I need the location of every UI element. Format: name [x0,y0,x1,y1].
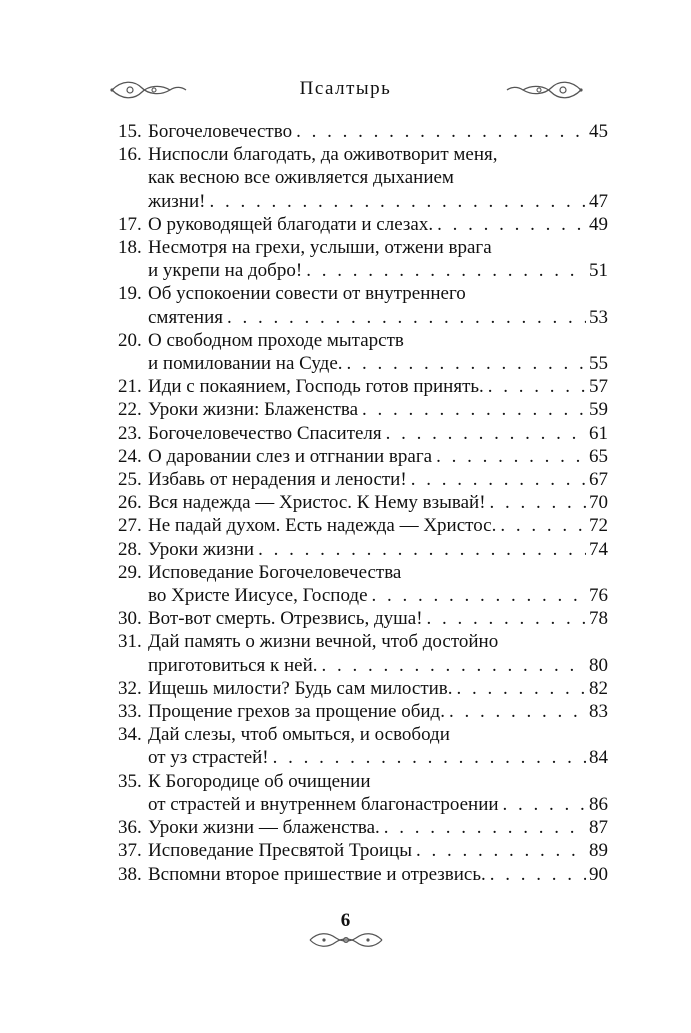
entry-last-line [148,491,608,514]
entry-number: 24. [118,445,142,467]
entry-title-line: смятения [148,306,224,328]
entry-body [148,329,608,375]
entry-title-line: Уроки жизни [148,538,255,560]
entry-page-number: 80 [589,654,608,676]
entry-number: 20. [118,329,142,351]
entry-page-number: 82 [589,677,608,699]
entry-body [148,514,608,537]
entry-last-line [148,538,608,561]
entry-page-number: 59 [589,399,608,421]
entry-last-line [148,839,608,862]
entry-number: 35. [118,770,142,792]
entry-title-line: приготовиться к ней. [148,654,318,676]
toc-entry [118,236,608,282]
entry-title-line: Исповедание Пресвятой Троицы [148,840,412,862]
entry-page-number: 57 [589,376,608,398]
entry-body [148,863,608,886]
entry-last-line [148,607,608,630]
entry-title-line: Исповедание Богочеловечества [148,561,402,583]
table-of-contents [118,120,608,886]
entry-last-line [148,514,608,537]
entry-number: 37. [118,840,142,862]
entry-last-line [148,746,608,769]
entry-title-line: Иди с покаянием, Господь готов принять. [148,376,484,398]
toc-entry [118,538,608,561]
entry-last-line [148,863,608,886]
entry-page-number: 74 [589,538,608,560]
toc-entry [118,143,608,213]
dot-leader [382,422,586,445]
entry-title-line: Прощение грехов за прощение обид. [148,701,445,723]
entry-number: 27. [118,515,142,537]
entry-page-number: 65 [589,445,608,467]
entry-title-line: Несмотря на грехи, услыши, отжени врага [148,237,492,259]
entry-last-line [148,190,608,213]
entry-body [148,398,608,421]
toc-entry [118,677,608,700]
dot-leader [380,816,586,839]
entry-body [148,630,608,676]
entry-body [148,839,608,862]
entry-title-line: от страстей и внутреннем благонастроении [148,793,499,815]
entry-title-line: Об успокоении совести от внутреннего [148,283,466,305]
entry-number: 31. [118,631,142,653]
entry-last-line [148,375,608,398]
entry-number: 36. [118,817,142,839]
entry-body [148,375,608,398]
entry-last-line [148,468,608,491]
entry-number: 25. [118,469,142,491]
entry-last-line [148,816,608,839]
entry-body [148,816,608,839]
entry-title-line: Уроки жизни: Блаженства [148,399,359,421]
toc-entry [118,213,608,236]
dot-leader [432,445,586,468]
dot-leader [358,398,586,421]
entry-body [148,236,608,282]
dot-leader [368,584,586,607]
entry-title-line: Не падай духом. Есть надежда — Христос. [148,515,497,537]
dot-leader [412,839,586,862]
entry-page-number: 61 [589,422,608,444]
dot-leader [486,863,586,886]
toc-entry [118,700,608,723]
entry-body [148,143,608,213]
entry-page-number: 45 [589,121,608,142]
toc-entry [118,468,608,491]
entry-number: 22. [118,399,142,421]
entry-number: 21. [118,376,142,398]
entry-last-line [148,352,608,375]
dot-leader [223,306,586,329]
toc-entry [118,422,608,445]
entry-number: 32. [118,677,142,699]
entry-body [148,538,608,561]
entry-page-number: 72 [589,515,608,537]
entry-title-line: как весною все оживляется дыханием [148,167,454,189]
entry-title-line: и помиловании на Суде. [148,353,343,375]
entry-page-number: 49 [589,213,608,235]
toc-entry [118,445,608,468]
entry-last-line [148,700,608,723]
entry-body [148,468,608,491]
entry-body [148,213,608,236]
entry-page-number: 84 [589,747,608,769]
entry-title-line: и укрепи на добро! [148,260,303,282]
toc-entry [118,282,608,328]
footer-ornament-icon [306,930,386,950]
entry-number: 38. [118,863,142,885]
entry-page-number: 76 [589,585,608,607]
entry-page-number: 90 [589,863,608,885]
entry-last-line [148,677,608,700]
entry-number: 33. [118,701,142,723]
dot-leader [302,259,586,282]
entry-title-line: Дай память о жизни вечной, чтоб достойно [148,631,499,653]
dot-leader [292,120,586,143]
entry-last-line [148,793,608,816]
entry-number: 18. [118,237,142,259]
entry-last-line [148,445,608,468]
right-ornament-icon [505,78,585,102]
entry-body [148,422,608,445]
dot-leader [343,352,586,375]
entry-last-line [148,584,608,607]
dot-leader [407,468,586,491]
entry-body [148,445,608,468]
header-title: Псалтырь [299,78,392,99]
entry-last-line [148,422,608,445]
entry-title-line: во Христе Иисусе, Господе [148,585,368,607]
toc-entry [118,839,608,862]
entry-last-line [148,654,608,677]
dot-leader [423,607,586,630]
toc-entry [118,723,608,769]
dot-leader [486,491,586,514]
entry-last-line [148,259,608,282]
dot-leader [496,514,586,537]
toc-entry [118,329,608,375]
entry-page-number: 47 [589,190,608,212]
entry-body [148,120,608,143]
toc-entry [118,120,608,143]
entry-title-line: К Богородице об очищении [148,770,371,792]
dot-leader [433,213,586,236]
entry-page-number: 86 [589,793,608,815]
entry-page-number: 83 [589,701,608,723]
entry-body [148,491,608,514]
dot-leader [484,375,586,398]
entry-number: 16. [118,144,142,166]
entry-page-number: 87 [589,817,608,839]
entry-title-line: О руководящей благодати и слезах. [148,213,434,235]
entry-number: 34. [118,724,142,746]
toc-entry [118,491,608,514]
dot-leader [499,793,586,816]
entry-title-line: О даровании слез и отгнании врага [148,445,433,467]
entry-page-number: 70 [589,492,608,514]
entry-title-line: Вспомни второе пришествие и отрезвись. [148,863,486,885]
dot-leader [269,746,586,769]
entry-body [148,723,608,769]
entry-body [148,677,608,700]
entry-body [148,700,608,723]
entry-page-number: 53 [589,306,608,328]
entry-page-number: 89 [589,840,608,862]
entry-title-line: Дай слезы, чтоб омыться, и освободи [148,724,450,746]
entry-number: 23. [118,422,142,444]
dot-leader [318,654,587,677]
dot-leader [254,538,586,561]
entry-number: 26. [118,492,142,514]
page-number: 6 [340,910,351,931]
entry-title-line: Ниспосли благодать, да оживотворит меня, [148,144,498,166]
entry-title-line: Вот-вот смерть. Отрезвись, душа! [148,608,423,630]
toc-entry [118,630,608,676]
entry-title-line: Богочеловечество Спасителя [148,422,382,444]
entry-title-line: Богочеловечество [148,121,293,142]
toc-entry [118,375,608,398]
entry-number: 19. [118,283,142,305]
entry-number: 15. [118,121,142,142]
entry-title-line: Избавь от нерадения и лености! [148,469,407,491]
entry-number: 17. [118,213,142,235]
entry-page-number: 55 [589,353,608,375]
entry-number: 28. [118,538,142,560]
dot-leader [453,677,586,700]
entry-title-line: О свободном проходе мытарств [148,329,404,351]
toc-entry [118,863,608,886]
entry-title-line: Вся надежда — Христос. К Нему взывай! [148,492,486,514]
entry-last-line [148,213,608,236]
entry-last-line [148,306,608,329]
toc-entry [118,514,608,537]
entry-title-line: жизни! [148,190,206,212]
toc-entry [118,607,608,630]
entry-body [148,561,608,607]
entry-number: 29. [118,561,142,583]
entry-body [148,282,608,328]
entry-last-line [148,398,608,421]
entry-number: 30. [118,608,142,630]
toc-entry [118,561,608,607]
dot-leader [445,700,586,723]
toc-entry [118,770,608,816]
entry-page-number: 78 [589,608,608,630]
toc-entry [118,398,608,421]
entry-title-line: от уз страстей! [148,747,269,769]
running-header [0,76,691,106]
entry-page-number: 67 [589,469,608,491]
entry-page-number: 51 [589,260,608,282]
entry-last-line [148,120,608,143]
entry-title-line: Ищешь милости? Будь сам милостив. [148,677,453,699]
entry-body [148,770,608,816]
entry-body [148,607,608,630]
entry-title-line: Уроки жизни — блаженства. [148,817,380,839]
dot-leader [205,190,586,213]
toc-entry [118,816,608,839]
